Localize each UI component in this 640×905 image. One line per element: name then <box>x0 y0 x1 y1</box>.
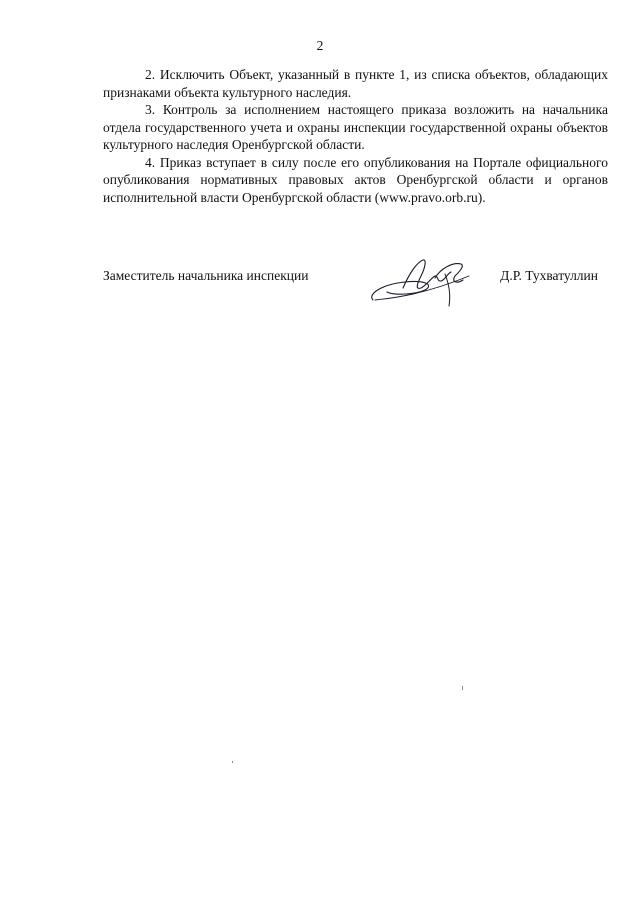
paragraph-item-4: 4. Приказ вступает в силу после его опубликования на Портале официального опубликования нормативных правовых актов Оренбургской области и органов исполнительной власти Оренбургской области (www.pravo.orb.ru). <box>103 154 608 205</box>
signer-name: Д.Р. Тухватуллин <box>500 268 598 283</box>
signature-block <box>103 268 608 318</box>
scan-speck <box>232 761 233 763</box>
page-number: 2 <box>316 38 324 53</box>
handwritten-signature-icon <box>365 254 485 310</box>
scan-speck <box>462 686 463 690</box>
paragraph-item-2: 2. Исключить Объект, указанный в пункте 1, из списка объектов, обладающих признаками объекта культурного наследия. <box>103 67 608 100</box>
paragraph-item-3: 3. Контроль за исполнением настоящего приказа возложить на начальника отдела государственного учета и охраны инспекции государственной охраны объектов культурного наследия Оренбургской области. <box>103 102 608 152</box>
document-body <box>103 66 608 206</box>
signer-title: Заместитель начальника инспекции <box>103 268 309 283</box>
